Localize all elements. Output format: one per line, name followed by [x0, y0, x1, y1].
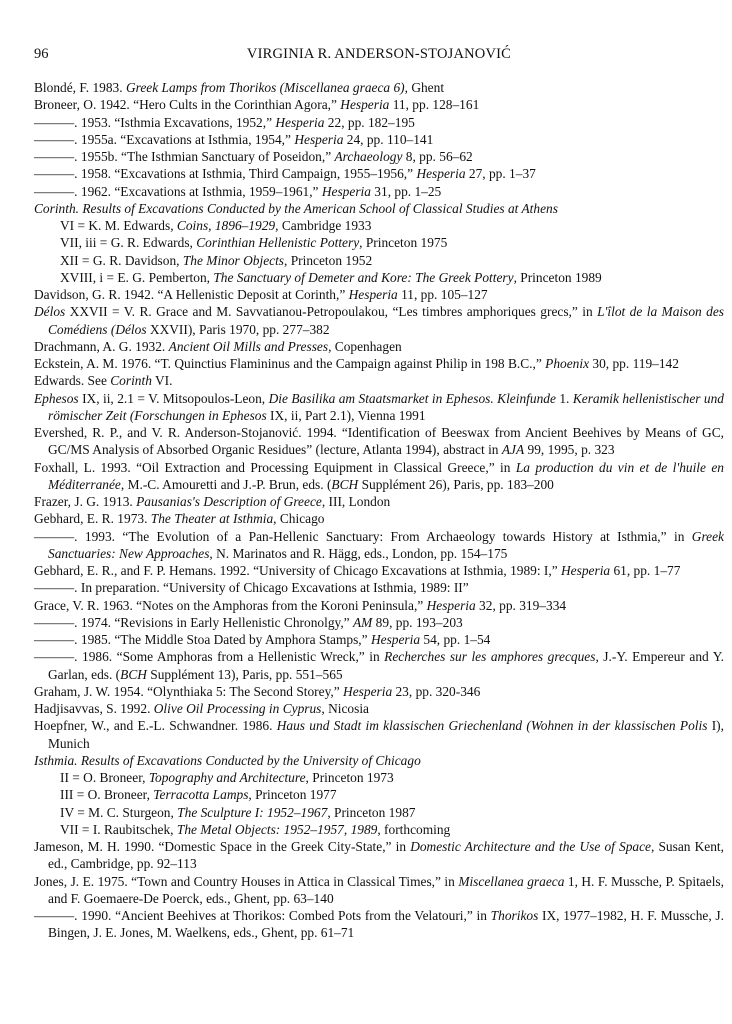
reference-italic-text: Hesperia	[348, 287, 398, 302]
reference-entry	[34, 131, 724, 148]
reference-text: 1.	[555, 390, 573, 406]
reference-text: XII = G. R. Davidson,	[60, 252, 183, 268]
reference-italic-text: BCH	[331, 476, 359, 492]
reference-text: , Princeton 1952	[284, 252, 373, 268]
reference-italic-text: The Metal Objects: 1952–1957, 1989	[176, 821, 378, 837]
reference-text: , Nicosia	[321, 701, 369, 716]
reference-text: 31, pp. 1–25	[370, 183, 442, 199]
reference-text: Gebhard, E. R. 1973.	[34, 511, 151, 527]
reference-italic-text: AM	[352, 614, 373, 630]
reference-entry	[34, 148, 724, 165]
reference-italic-text: Archaeology	[334, 149, 403, 164]
reference-italic-text: Hesperia	[343, 683, 393, 699]
reference-text: 24, pp. 110–141	[343, 131, 434, 147]
reference-text: II = O. Broneer,	[60, 770, 149, 785]
reference-text: ———. 1974. “Revisions in Early Hellenistic Chronolgy,”	[34, 614, 353, 630]
reference-italic-text: Corinth. Results of Excavations Conducted by the American School of Classical Studies at Athens	[34, 200, 558, 216]
reference-entry	[34, 579, 724, 596]
reference-italic-text: Greek Sanctuaries: New Approaches	[48, 528, 724, 561]
reference-text: 54, pp. 1–54	[420, 632, 491, 647]
reference-text: , Princeton 1975	[359, 235, 448, 251]
reference-text: 23, pp. 320-346	[392, 683, 481, 699]
reference-italic-text: Hesperia	[294, 131, 344, 147]
reference-subentry	[34, 269, 724, 286]
reference-text: Evershed, R. P., and V. R. Anderson-Stojanović. 1994. “Identification of Beeswax from Ancient Beehives by Means of GC, GC/MS Analysis of Absorbed Organic Residues” (lecture, Atlanta 1994), abstract in	[34, 425, 724, 458]
reference-text: Foxhall, L. 1993. “Oil Extraction and Processing Equipment in Classical Greece,” in	[34, 459, 516, 475]
reference-italic-text: The Minor Objects	[182, 252, 285, 268]
reference-italic-text: BCH	[120, 666, 147, 682]
reference-subentry	[34, 821, 724, 838]
reference-italic-text: Corinthian Hellenistic Pottery	[196, 235, 360, 251]
reference-italic-text: Greek Lamps from Thorikos (Miscellanea graeca 6)	[125, 80, 405, 95]
reference-italic-text: The Theater at Isthmia	[150, 511, 274, 527]
reference-text: IX, ii, 2.1 = V. Mitsopoulos-Leon,	[78, 390, 269, 406]
reference-italic-text: Die Basilika am Staatsmarket in Ephesos. Kleinfunde	[268, 390, 556, 406]
reference-text: XXVII), Paris 1970, pp. 277–382	[146, 321, 330, 337]
reference-text: 99, 1995, p. 323	[524, 442, 615, 458]
reference-entry	[34, 528, 724, 563]
reference-text: Davidson, G. R. 1942. “A Hellenistic Deposit at Corinth,”	[34, 287, 349, 302]
reference-text: Broneer, O. 1942. “Hero Cults in the Corinthian Agora,”	[34, 97, 341, 113]
reference-text: , Cambridge 1933	[275, 218, 372, 233]
reference-text: ———. 1986. “Some Amphoras from a Hellenistic Wreck,” in	[34, 649, 385, 665]
reference-text: ———. 1953. “Isthmia Excavations, 1952,”	[34, 114, 276, 130]
reference-text: Supplément 26), Paris, pp. 183–200	[358, 476, 554, 492]
reference-text: Grace, V. R. 1963. “Notes on the Amphoras from the Koroni Peninsula,”	[34, 597, 427, 613]
reference-italic-text: The Sanctuary of Demeter and Kore: The Greek Pottery	[213, 269, 514, 285]
reference-text: Eckstein, A. M. 1976. “T. Quinctius Flamininus and the Campaign against Philip in 198 B.C.,”	[34, 356, 546, 371]
reference-italic-text: Domestic Architecture and the Use of Space	[410, 839, 651, 854]
reference-entry	[34, 873, 724, 908]
reference-italic-text: Phoenix	[545, 356, 590, 371]
reference-text: VI.	[151, 373, 173, 389]
reference-entry	[34, 286, 724, 303]
reference-entry	[34, 907, 724, 942]
reference-entry	[34, 303, 724, 338]
reference-italic-text: Hesperia	[370, 632, 421, 647]
reference-text: Supplément 13), Paris, pp. 551–565	[146, 666, 343, 682]
reference-text: , forthcoming	[377, 821, 451, 837]
reference-entry	[34, 338, 724, 355]
reference-text: , Princeton 1973	[305, 770, 394, 785]
reference-text: VI = K. M. Edwards,	[60, 218, 177, 233]
reference-entry	[34, 717, 724, 752]
reference-text: ———. 1958. “Excavations at Isthmia, Third Campaign, 1955–1956,”	[34, 166, 417, 182]
reference-text: ———. 1993. “The Evolution of a Pan-Hellenic Sanctuary: From Archaeology towards History at Isthmia,” in	[34, 528, 692, 544]
reference-text: 11, pp. 128–161	[389, 97, 480, 113]
page-header	[34, 46, 724, 68]
reference-text: 1, H. F. Mussche, P. Spitaels, and F. Goemaere-De Poerck, eds., Ghent, pp. 63–140	[48, 873, 724, 906]
reference-subentry	[34, 217, 724, 234]
reference-text: Jameson, M. H. 1990. “Domestic Space in the Greek City-State,” in	[34, 839, 411, 854]
reference-text: XVIII, i = E. G. Pemberton,	[60, 269, 214, 285]
reference-entry	[34, 183, 724, 200]
reference-entry	[34, 96, 724, 113]
reference-italic-text: Hesperia	[426, 597, 476, 613]
reference-text: Edwards. See	[34, 373, 111, 389]
reference-entry	[34, 424, 724, 459]
reference-text: , Copenhagen	[328, 338, 402, 354]
reference-entry	[34, 614, 724, 631]
reference-italic-text: AJA	[501, 442, 525, 458]
reference-text: , J.-Y. Empereur and Y. Garlan, eds. (	[48, 649, 725, 682]
reference-text: VII, iii = G. R. Edwards,	[60, 235, 197, 251]
reference-subentry	[34, 804, 724, 821]
reference-text: ———. 1985. “The Middle Stoa Dated by Amphora Stamps,”	[34, 632, 371, 647]
reference-text: 22, pp. 182–195	[324, 114, 415, 130]
reference-entry	[34, 459, 724, 494]
reference-italic-text: Hesperia	[321, 183, 371, 199]
reference-text: 11, pp. 105–127	[397, 287, 488, 302]
reference-entry	[34, 79, 724, 96]
reference-text: ———. 1955a. “Excavations at Isthmia, 1954,”	[34, 131, 295, 147]
reference-italic-text: Olive Oil Processing in Cyprus	[153, 701, 322, 716]
reference-text: ———. 1955b. “The Isthmian Sanctuary of Poseidon,”	[34, 149, 335, 164]
reference-italic-text: Corinth	[110, 373, 152, 389]
reference-text: 89, pp. 193–203	[372, 614, 463, 630]
reference-entry	[34, 355, 724, 372]
reference-text: IV = M. C. Sturgeon,	[60, 804, 178, 820]
reference-entry	[34, 597, 724, 614]
reference-list	[34, 79, 724, 942]
reference-text: VII = I. Raubitschek,	[60, 821, 177, 837]
reference-text: ———. In preparation. “University of Chicago Excavations at Isthmia, 1989: II”	[34, 580, 469, 596]
reference-italic-text: Hesperia	[416, 166, 466, 182]
reference-italic-text: Thorikos	[490, 908, 539, 923]
reference-entry	[34, 493, 724, 510]
reference-italic-text: Ephesos	[34, 390, 79, 406]
reference-italic-text: Haus und Stadt im klassischen Griechenland (Wohnen in der klassischen Polis	[276, 718, 708, 734]
reference-subentry	[34, 234, 724, 251]
reference-text: 27, pp. 1–37	[465, 166, 536, 182]
reference-italic-text: Coins, 1896–1929	[176, 218, 276, 233]
reference-italic-text: Ancient Oil Mills and Presses	[168, 338, 329, 354]
reference-subentry	[34, 252, 724, 269]
reference-text: Hadjisavvas, S. 1992.	[34, 701, 154, 716]
reference-text: IX, 1977–1982, H. F. Mussche, J. Bingen, J. E. Jones, M. Waelkens, eds., Ghent, pp. 61–71	[48, 908, 724, 941]
reference-text: , Chicago	[273, 511, 325, 527]
reference-italic-text: Keramik hellenistischer und römischer Zeit (Forschungen in Ephesos	[48, 390, 724, 423]
reference-entry	[34, 752, 724, 769]
reference-text: IX, ii, Part 2.1), Vienna 1991	[266, 407, 426, 423]
reference-entry	[34, 165, 724, 182]
reference-italic-text: Topography and Architecture	[148, 770, 306, 785]
reference-text: XXVII = V. R. Grace and M. Savvatianou-Petropoulakou, “Les timbres amphoriques grecs,” in	[65, 304, 598, 320]
reference-text: , Susan Kent, ed., Cambridge, pp. 92–113	[48, 839, 724, 872]
reference-text: Blondé, F. 1983.	[34, 80, 126, 95]
reference-text: , Ghent	[404, 80, 445, 95]
reference-italic-text: Délos	[34, 304, 66, 320]
reference-italic-text: Hesperia	[340, 97, 390, 113]
reference-entry	[34, 562, 724, 579]
reference-entry	[34, 700, 724, 717]
reference-entry	[34, 114, 724, 131]
reference-text: Hoepfner, W., and E.-L. Schwandner. 1986.	[34, 718, 277, 734]
reference-italic-text: Isthmia. Results of Excavations Conducted by the University of Chicago	[34, 752, 421, 768]
reference-italic-text: Recherches sur les amphores grecques	[384, 649, 596, 665]
reference-entry	[34, 510, 724, 527]
reference-text: III = O. Broneer,	[60, 787, 154, 803]
reference-text: Jones, J. E. 1975. “Town and Country Houses in Attica in Classical Times,” in	[34, 873, 459, 889]
reference-text: , III, London	[321, 494, 391, 509]
reference-italic-text: Miscellanea graeca	[458, 873, 565, 889]
reference-text: 30, pp. 119–142	[589, 356, 679, 371]
reference-subentry	[34, 769, 724, 786]
reference-text: , Princeton 1977	[248, 787, 337, 803]
reference-italic-text: Hesperia	[561, 563, 611, 578]
reference-subentry	[34, 786, 724, 803]
reference-italic-text: Pausanias's Description of Greece	[136, 494, 322, 509]
page-number: 96	[34, 46, 49, 62]
reference-text: 61, pp. 1–77	[610, 563, 681, 578]
reference-text: , Princeton 1989	[513, 269, 602, 285]
reference-italic-text: Terracotta Lamps	[153, 787, 249, 803]
reference-text: I), Munich	[48, 718, 724, 751]
reference-text: Graham, J. W. 1954. “Olynthiaka 5: The Second Storey,”	[34, 683, 344, 699]
reference-text: , M.-C. Amouretti and J.-P. Brun, eds. (	[120, 476, 332, 492]
reference-entry	[34, 390, 724, 425]
reference-text: , N. Marinatos and R. Hägg, eds., London, pp. 154–175	[209, 545, 508, 561]
reference-entry	[34, 838, 724, 873]
reference-entry	[34, 683, 724, 700]
reference-text: Gebhard, E. R., and F. P. Hemans. 1992. “University of Chicago Excavations at Isthmia, 1989: I,”	[34, 563, 562, 578]
reference-italic-text: L'îlot de la Maison des Comédiens (Délos	[48, 304, 724, 337]
running-head: VIRGINIA R. ANDERSON-STOJANOVIĆ	[246, 46, 512, 62]
reference-entry	[34, 648, 724, 683]
reference-text: , Princeton 1987	[327, 804, 416, 820]
reference-entry	[34, 372, 724, 389]
reference-italic-text: The Sculpture I: 1952–1967	[177, 804, 328, 820]
reference-text: 32, pp. 319–334	[475, 597, 567, 613]
reference-text: ———. 1962. “Excavations at Isthmia, 1959–1961,”	[34, 183, 322, 199]
reference-text: Frazer, J. G. 1913.	[34, 494, 137, 509]
reference-text: 8, pp. 56–62	[402, 149, 473, 164]
reference-italic-text: Hesperia	[275, 114, 325, 130]
reference-entry	[34, 200, 724, 217]
reference-italic-text: La production du vin et de l'huile en Méditerranée	[48, 459, 724, 492]
reference-text: ———. 1990. “Ancient Beehives at Thorikos: Combed Pots from the Velatouri,” in	[34, 908, 491, 923]
reference-text: Drachmann, A. G. 1932.	[34, 338, 169, 354]
reference-entry	[34, 631, 724, 648]
